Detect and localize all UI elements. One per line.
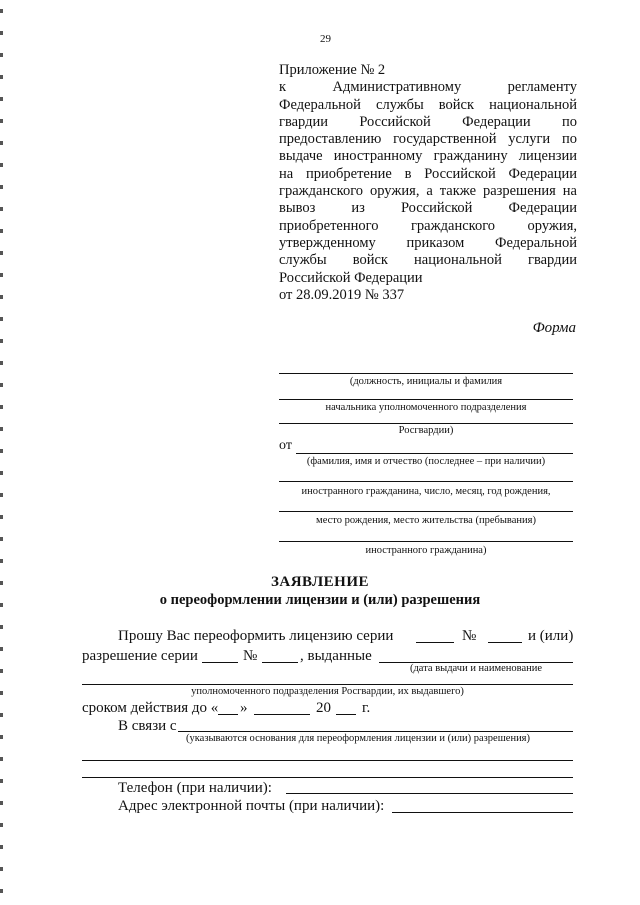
appendix-line: к Административному регламенту xyxy=(279,79,577,96)
reason-field-line[interactable] xyxy=(82,777,573,778)
license-number-sign: № xyxy=(462,628,477,644)
appendix-line: службы войск национальной гвардии xyxy=(279,252,577,269)
addressee-line[interactable] xyxy=(279,399,573,400)
applicant-caption: место рождения, место жительства (пребывания) xyxy=(316,515,536,526)
permit-series-text: разрешение серии xyxy=(82,648,198,664)
applicant-line[interactable] xyxy=(279,511,573,512)
appendix-block xyxy=(279,62,577,304)
scan-edge xyxy=(0,0,3,905)
from-label: от xyxy=(279,438,292,453)
appendix-line: предоставлению государственной услуги по xyxy=(279,131,577,148)
appendix-line: выдаче иностранному гражданину лицензии xyxy=(279,148,577,165)
issuer-field[interactable] xyxy=(82,684,573,685)
applicant-caption: иностранного гражданина, число, месяц, год рождения, xyxy=(301,486,551,497)
license-series-text: Прошу Вас переоформить лицензию серии xyxy=(118,628,394,644)
applicant-line[interactable] xyxy=(296,453,573,454)
document-subtitle: о переоформлении лицензии и (или) разрешения xyxy=(159,592,481,608)
addressee-caption: начальника уполномоченного подразделения xyxy=(325,402,527,413)
reason-field-line[interactable] xyxy=(82,760,573,761)
appendix-line: утвержденному приказом Федеральной xyxy=(279,234,577,251)
license-number-field[interactable] xyxy=(488,642,522,643)
validity-month-field[interactable] xyxy=(254,714,310,715)
appendix-line: Российской Федерации xyxy=(279,269,423,286)
applicant-line[interactable] xyxy=(279,481,573,482)
addressee-caption: (должность, инициалы и фамилия xyxy=(349,376,503,387)
applicant-line[interactable] xyxy=(279,541,573,542)
phone-label: Телефон (при наличии): xyxy=(118,780,272,796)
addressee-line[interactable] xyxy=(279,373,573,374)
email-label: Адрес электронной почты (при наличии): xyxy=(118,798,385,814)
validity-close-quote: » xyxy=(240,700,248,716)
email-field[interactable] xyxy=(392,812,573,813)
permit-number-sign: № xyxy=(243,648,258,664)
document-title: ЗАЯВЛЕНИЕ xyxy=(270,574,370,590)
addressee-caption: Росгвардии) xyxy=(398,425,454,436)
and-or-text: и (или) xyxy=(528,628,574,644)
validity-text: сроком действия до « xyxy=(82,700,219,716)
appendix-line: гражданского оружия, а также разрешения на xyxy=(279,183,577,200)
reason-caption: (указываются основания для переоформления лицензии и (или) разрешения) xyxy=(185,733,531,744)
page-number: 29 xyxy=(320,33,331,45)
validity-year-suffix: г. xyxy=(362,700,371,716)
issuer-caption: уполномоченного подразделения Росгвардии, их выдавшего) xyxy=(191,686,464,697)
addressee-line[interactable] xyxy=(279,423,573,424)
appendix-line: на приобретение в Российской Федерации xyxy=(279,165,577,182)
issued-text: , выданные xyxy=(300,648,372,664)
appendix-line: Приложение № 2 xyxy=(279,62,386,78)
validity-century: 20 xyxy=(316,700,331,716)
issue-caption: (дата выдачи и наименование xyxy=(409,663,543,674)
permit-number-field[interactable] xyxy=(262,662,298,663)
permit-series-field[interactable] xyxy=(202,662,238,663)
validity-year-field[interactable] xyxy=(336,714,356,715)
applicant-caption: (фамилия, имя и отчество (последнее – при наличии) xyxy=(306,456,546,467)
phone-field[interactable] xyxy=(286,793,573,794)
appendix-line: Федеральной службы войск национальной xyxy=(279,96,577,113)
form-label: Форма xyxy=(532,320,576,336)
validity-day-field[interactable] xyxy=(218,714,238,715)
license-series-field[interactable] xyxy=(416,642,454,643)
appendix-line: от 28.09.2019 № 337 xyxy=(279,286,405,303)
appendix-line: вывоз из Российской Федерации xyxy=(279,200,577,217)
applicant-caption: иностранного гражданина) xyxy=(365,545,487,556)
appendix-line: гвардии Российской Федерации по xyxy=(279,113,577,130)
reason-label: В связи с xyxy=(118,718,177,734)
reason-field[interactable] xyxy=(178,731,573,732)
appendix-line: приобретенного гражданского оружия, xyxy=(279,217,577,234)
